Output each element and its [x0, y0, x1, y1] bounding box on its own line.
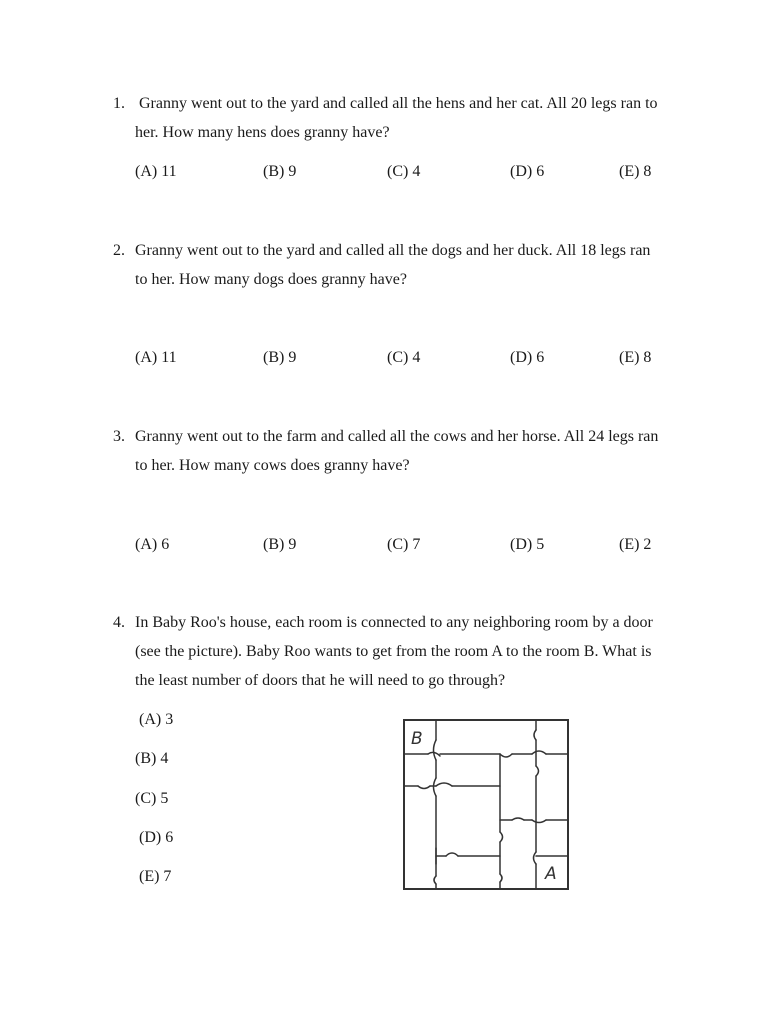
question-4-option-e: (E) 7 [139, 868, 172, 885]
question-4-option-b: (B) 4 [135, 750, 169, 767]
question-1-option-c: (C) 4 [387, 163, 421, 180]
question-1-text-line-2: her. How many hens does granny have? [135, 124, 390, 141]
question-2-option-c: (C) 4 [387, 349, 421, 366]
question-4-number: 4. [113, 614, 125, 631]
question-4-option-c: (C) 5 [135, 790, 169, 807]
question-1-text-line-1: Granny went out to the yard and called all the hens and her cat. All 20 legs ran to [139, 95, 658, 112]
question-1-option-e: (E) 8 [619, 163, 652, 180]
question-1-number: 1. [113, 95, 125, 112]
door [536, 766, 539, 776]
door [500, 754, 512, 757]
question-2-option-e: (E) 8 [619, 349, 652, 366]
door [534, 852, 537, 864]
question-3-option-e: (E) 2 [619, 536, 652, 553]
question-2-option-d: (D) 6 [510, 349, 545, 366]
question-4-text-line-2: (see the picture). Baby Roo wants to get from the room A to the room B. What is [135, 643, 652, 660]
question-4-text-line-1: In Baby Roo's house, each room is connected to any neighboring room by a door [135, 614, 653, 631]
house-outer-wall [404, 720, 568, 889]
house-floor-plan-diagram [400, 716, 572, 892]
door [418, 786, 430, 789]
door [512, 818, 524, 820]
room-a-label: A [545, 864, 557, 884]
question-2-option-b: (B) 9 [263, 349, 297, 366]
question-2-text-line-1: Granny went out to the yard and called all the dogs and her duck. All 18 legs ran [135, 242, 651, 259]
question-1-option-a: (A) 11 [135, 163, 177, 180]
question-4-option-a: (A) 3 [139, 711, 174, 728]
door [534, 730, 536, 740]
door [500, 832, 503, 842]
question-2-text-line-2: to her. How many dogs does granny have? [135, 271, 407, 288]
question-1-option-d: (D) 6 [510, 163, 545, 180]
question-2-option-a: (A) 11 [135, 349, 177, 366]
question-1-option-b: (B) 9 [263, 163, 297, 180]
room-b-label: B [411, 729, 423, 749]
question-2-number: 2. [113, 242, 125, 259]
question-4-option-d: (D) 6 [139, 829, 174, 846]
door [532, 751, 546, 754]
question-3-option-d: (D) 5 [510, 536, 545, 553]
question-3-option-a: (A) 6 [135, 536, 170, 553]
door [434, 740, 437, 760]
door [532, 820, 546, 823]
question-3-text-line-2: to her. How many cows does granny have? [135, 457, 410, 474]
door [434, 876, 436, 884]
question-3-text-line-1: Granny went out to the farm and called all the cows and her horse. All 24 legs ran [135, 428, 659, 445]
door [446, 853, 458, 856]
question-3-option-b: (B) 9 [263, 536, 297, 553]
door [434, 778, 437, 796]
question-3-option-c: (C) 7 [387, 536, 421, 553]
question-4-text-line-3: the least number of doors that he will need to go through? [135, 672, 506, 689]
door [436, 783, 452, 786]
door [500, 874, 502, 882]
question-3-number: 3. [113, 428, 125, 445]
